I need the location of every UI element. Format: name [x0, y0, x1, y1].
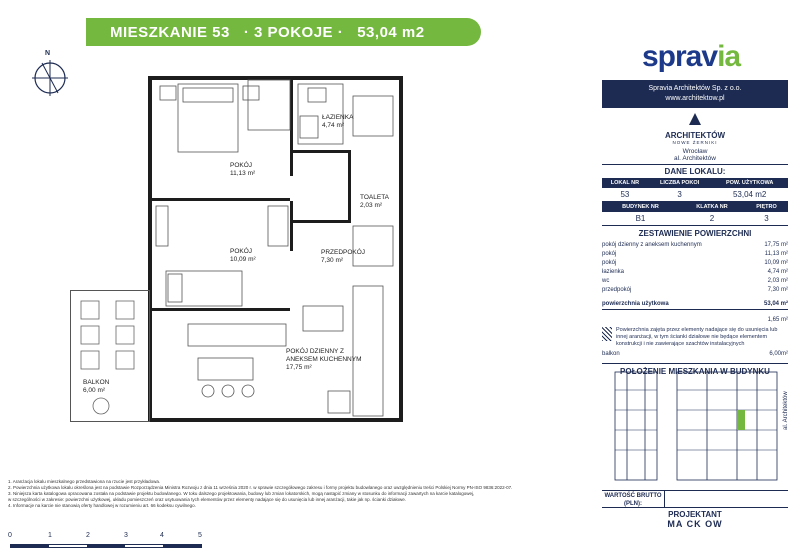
- area-row: przedpokój 7,30 m²: [602, 287, 788, 293]
- scale-bar: 0 1 2 3 4 5: [6, 532, 206, 552]
- room-label-room-2: POKÓJ 10,09 m²: [230, 248, 256, 263]
- designer-label: PROJEKTANT: [668, 510, 722, 519]
- building-plan-drawing: [607, 370, 787, 482]
- spravia-logo: spravia: [642, 40, 741, 73]
- info-panel: [602, 80, 788, 376]
- designer-logo: MA CK OW: [667, 519, 723, 529]
- street-label: al. Architektów: [783, 391, 789, 430]
- address: Wrocław al. Architektów: [674, 148, 716, 162]
- floor-plan: [148, 76, 408, 426]
- architektow-icon: [688, 112, 702, 126]
- apartment-title: MIESZKANIE 53: [110, 23, 230, 41]
- area-row: pokój 11,13 m²: [602, 251, 788, 257]
- apartment-area: 53,04 m2: [357, 23, 425, 41]
- area-row: łazienka 4,74 m²: [602, 269, 788, 275]
- compass-icon: [30, 58, 70, 98]
- area-summary: [602, 241, 788, 359]
- balcony-furniture: [71, 291, 149, 421]
- price-label: WARTOŚĆ BRUTTO (PLN):: [604, 493, 662, 507]
- excluded-note: Powierzchnia zajęta przez elementy nadające się do usunięcia lub innej aranżacji, w tym ścianki działowe nie będące elementem konstrukcji i nie zawierające szachtów instalacyjnych: [602, 327, 788, 348]
- zestawienie-title: ZESTAWIENIE POWIERZCHNI: [638, 229, 752, 238]
- designer-section: [602, 510, 788, 529]
- company-header: Spravia Architektów Sp. z o.o. www.architektow.pl: [602, 80, 788, 108]
- unit-data-table-1: LOKAL NR LICZBA POKOI POW. UŻYTKOWA 53 3 53,04 m2: [602, 178, 788, 202]
- footnotes: 1. Aranżacja lokalu mieszkalnego przedstawiona na rzucie jest przykładowa. 2. Powierzchnia użytkowa lokalu określona jest na podstawie Rozporządzenia Ministra Rozwoju z dnia 11 września 2020 r. w sprawie szczegółowego zakresu i formy projektu budowlanego oraz uwzględnieniu treści Polskiej Normy PN-ISO 9836:2022-07. 3. Niniejsza karta katalogowa opracowana została na podstawie projektu budowlanego. W toku dalszego projektowania, budowy lub zmian lokatorskich, mogą nastąpić zmiany w stosunku do informacji zawartych na karcie katalogowej, w szczególności w zakresie: powierzchni użytkowej, układu pomieszczeń oraz usytuowania tych elementów przez elementy nadające się do usunięcia lub innej aranżacji, takie jak np. ścianki działowe. 4. Informacje na karcie nie stanowią oferty handlowej w rozumieniu art. 66 kodeksu cywilnego.: [8, 479, 513, 508]
- room-label-room-1: POKÓJ 11,13 m²: [230, 162, 256, 177]
- area-row: pokój 10,09 m²: [602, 260, 788, 266]
- building-location-map: [607, 370, 787, 482]
- price-value: [664, 491, 788, 507]
- apartment-title-banner: [86, 18, 481, 46]
- room-label-hallway: PRZEDPOKÓJ 7,30 m²: [321, 249, 366, 264]
- room-label-bathroom: ŁAZIENKA 4,74 m²: [322, 114, 354, 129]
- architektow-logo: ARCHITEKTÓW NOWE ŻERNIKI: [602, 112, 788, 145]
- excluded-area-value: 1,65 m²: [767, 317, 788, 323]
- balcony-row: balkon 6,00m²: [602, 351, 788, 357]
- apartment-rooms: · 3 POKOJE ·: [243, 23, 344, 41]
- hatch-icon: [602, 327, 612, 341]
- price-row: [602, 490, 788, 508]
- unit-data-table-2: BUDYNEK NR KLATKA NR PIĘTRO B1 2 3: [602, 202, 788, 226]
- room-label-living-room: POKÓJ DZIENNY Z ANEKSEM KUCHENNYM 17,75 m²: [286, 348, 362, 371]
- usable-area-row: powierzchnia użytkowa 53,04 m²: [602, 300, 788, 310]
- dane-lokalu-title: DANE LOKALU:: [602, 164, 788, 176]
- room-label-balcony: BALKON 6,00 m²: [83, 379, 110, 394]
- area-row: wc 2,03 m²: [602, 278, 788, 284]
- location-title: POŁOŻENIE MIESZKANIA W BUDYNKU: [602, 363, 788, 376]
- balcony: [70, 290, 150, 422]
- area-row: pokój dzienny z aneksem kuchennym 17,75 m²: [602, 242, 788, 248]
- compass-north-label: N: [45, 50, 51, 57]
- apartment-highlight: [737, 410, 745, 430]
- room-label-toilet: TOALETA 2,03 m²: [360, 194, 390, 209]
